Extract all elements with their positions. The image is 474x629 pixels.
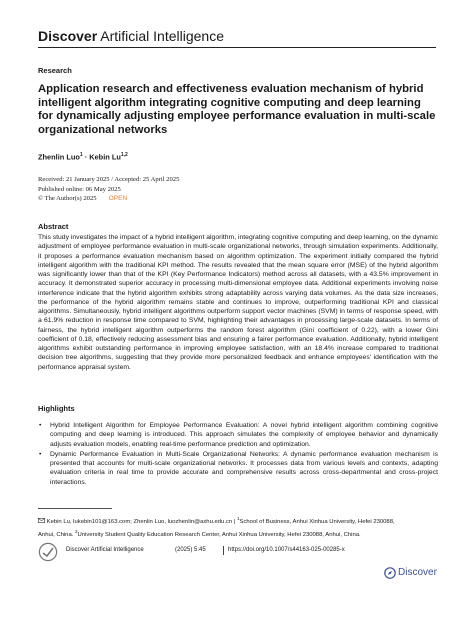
header-divider [38, 47, 436, 48]
highlight-item [38, 421, 438, 449]
author-separator: · [82, 152, 90, 162]
article-type: Research [38, 66, 72, 75]
footer-journal-name: Discover Artificial Intelligence [66, 547, 144, 553]
footer-volume: (2025) 5:45 [175, 547, 206, 553]
bullet-icon: • [39, 422, 42, 429]
footer-separator [223, 546, 224, 555]
journal-brand: Discover [38, 28, 98, 44]
correspondence-footnote: Kebin Lu, lukebin101@163.com; Zhenlin Luo, luozhenlin@axhu.edu.cn | $^1$School of Business, Anhui Xinhua University, Hefei 230088, Anhui, China. $^2$University Student Quality Education Research Center, Anhui Xinhua University, Hefei 230088, Anhui, China. [38, 516, 395, 539]
correspondence-emails[interactable]: Kebin Lu, lukebin101@163.com; Zhenlin Luo, luozhenlin@axhu.edu.cn [46, 518, 233, 525]
article-dates [38, 175, 179, 204]
author-list [38, 152, 128, 161]
abstract-text: This study investigates the impact of a hybrid intelligent algorithm, integrating cognitive computing and deep learning, on the dynamic adjustment of employee performance evaluation in multi-scale organizational networks, through simulation experiments. Additionally, it proposes a performance evaluation mechanism based on algorithm optimization. The experiment initially compared the hybrid intelligent algorithm with the traditional KPI method. The results revealed that the mean square error (MSE) of the hybrid algorithm was significantly lower than that of the KPI (Key Performance Indicators) method across all datasets, with a 43.5% improvement in accuracy. It demonstrated superior accuracy in processing multi-dimensional employee data. Additional experiments involving noise interference indicate that the hybrid algorithm exhibits strong adaptability across varying data volumes. As the data size increases, the performance of the hybrid algorithm remains stable and continues to improve, outperforming traditional KPI and classical algorithms. Simultaneously, hybrid intelligent algorithms outperform support vector machines (SVM) in terms of response speed, with a 61.9% reduction in response time compared to SVM, highlighting their advantages in processing large-scale datasets. In terms of fairness, the hybrid intelligent algorithm outperforms the random forest algorithm (Gini coefficient of 0.22), with a lower Gini coefficient of 0.18, effectively reducing assessment bias and ensuring a fairer performance evaluation. Additionally, hybrid intelligent algorithms exhibit outstanding performance in improving employee satisfaction, with an 18.4% increase compared to traditional decision tree algorithms, suggesting that they provide more personalized feedback and enhance employees' identification with the performance appraisal system. [38, 234, 438, 371]
footnote-divider [38, 508, 112, 509]
affiliation-1: School of Business, Anhui Xinhua University, Hefei 230088, [239, 518, 395, 525]
discover-logo [384, 565, 440, 581]
envelope-icon [38, 518, 45, 523]
discover-compass-icon [384, 567, 396, 579]
affiliation-2: University Student Quality Education Research Center, Anhui Xinhua University, Hefei 230088, Anhui, China. [77, 532, 361, 539]
open-access-badge: OPEN [108, 195, 128, 203]
discover-logo-text: Discover [398, 567, 437, 578]
copyright-text: © The Author(s) 2025 [38, 195, 97, 203]
article-title: Application research and effectiveness evaluation mechanism of hybrid intelligent algorithm integrating cognitive computing and deep learning for dynamically adjusting employee performance evaluation in multi-scale organizational networks [38, 83, 436, 136]
author-affiliation-mark: 1 [79, 152, 83, 158]
bullet-icon: • [39, 450, 42, 458]
author-name[interactable]: Zhenlin Luo [38, 152, 80, 162]
abstract-heading: Abstract [38, 222, 69, 231]
received-accepted-dates: Received: 21 January 2025 / Accepted: 25 April 2025 [38, 176, 180, 183]
affiliation-1-cont: Anhui, China. [38, 532, 76, 539]
highlight-text: Hybrid Intelligent Algorithm for Employee Performance Evaluation: A novel hybrid intelligent algorithm combining cognitive computing and deep learning is introduced. This approach simulates the complexity of employee behavior and dynamically adjusts evaluation models, enabling real-time performance prediction and optimization. [50, 422, 438, 448]
highlights-list [38, 421, 438, 488]
highlight-item [38, 450, 438, 487]
highlights-heading: Highlights [38, 404, 75, 413]
journal-subject: Artificial Intelligence [97, 28, 224, 44]
author-name[interactable]: Kebin Lu [89, 152, 121, 162]
doi-link[interactable]: https://doi.org/10.1007/s44163-025-00285-x [228, 547, 345, 553]
affiliation-mark: 2 [75, 529, 78, 535]
crossmark-logo-icon[interactable] [38, 542, 58, 562]
page-footer [38, 542, 438, 562]
journal-header [38, 28, 224, 44]
affiliation-mark: 1 [237, 516, 240, 521]
copyright-line [38, 194, 179, 204]
highlight-text: Dynamic Performance Evaluation in Multi-Scale Organizational Networks: A dynamic performance evaluation mechanism is presented that accounts for multi-scale organizational networks. It processes data from various levels and contexts, adapting evaluation criteria in real time to provide accurate and comprehensive results across cross-departmental and cross-project interactions. [50, 450, 438, 486]
author-affiliation-mark: 1,2 [120, 152, 128, 158]
published-date: Published online: 06 May 2025 [38, 185, 121, 193]
